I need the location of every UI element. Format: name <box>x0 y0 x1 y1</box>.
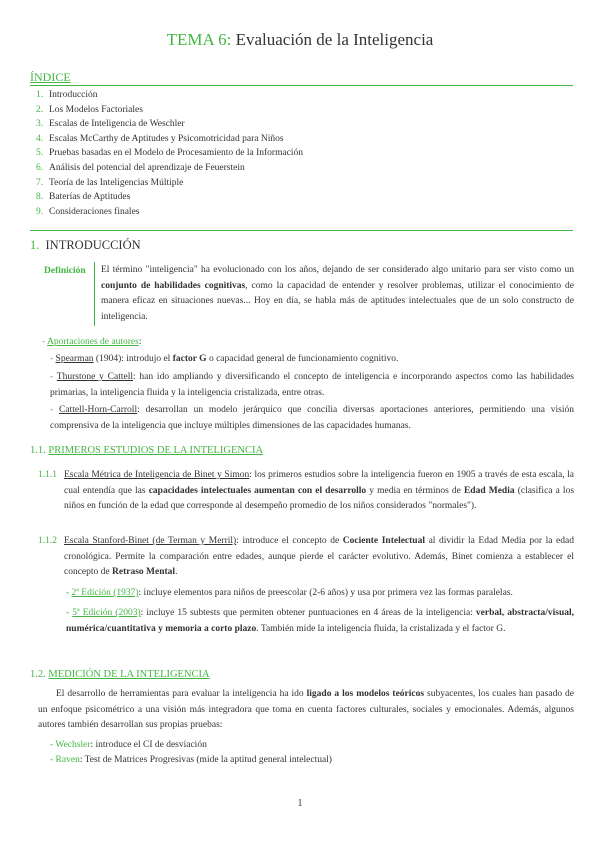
aportaciones-heading: - Aportaciones de autores: <box>42 337 142 347</box>
subsection-1-2-heading: 1.2. MEDICIÓN DE LA INTELIGENCIA <box>30 669 210 680</box>
toc-item <box>36 205 303 220</box>
toc-item-number: 7. <box>36 177 44 188</box>
toc-item <box>36 88 303 103</box>
definition-bar <box>94 262 95 326</box>
toc-item-label: Análisis del potencial del aprendizaje de Feuerstein <box>49 162 245 173</box>
toc-item <box>36 103 303 118</box>
item-1-1-1-text: Escala Métrica de Inteligencia de Binet y Simon: los primeros estudios sobre la inteligencia fueron en 1905 a través de esta escala, la cual entendía que las capacidades intelectuales aumentan con el desarrollo y media en términos de Edad Media (clasifica a los niños en función de la edad que corresponde al desempeño promedio de los niños considerados "normales"). <box>64 470 575 512</box>
title-text: Evaluación de la Inteligencia <box>235 30 434 49</box>
medicion-paragraph: El desarrollo de herramientas para evaluar la inteligencia ha ido ligado a los modelos teóricos subyacentes, los cuales han pasado de un enfoque psicométrico a una visión más integradora que toma en cuenta factores culturales, sociales y emocionales. Además, algunos autores también desarrollan sus propias pruebas: <box>38 689 574 731</box>
toc-item <box>36 190 303 205</box>
section-title: INTRODUCCIÓN <box>45 238 141 252</box>
item-1-1-1-number: 1.1.1 <box>38 470 57 480</box>
page-number: 1 <box>297 798 303 809</box>
toc-item <box>36 146 303 161</box>
toc-item-label: Teoría de las Inteligencias Múltiple <box>49 177 184 188</box>
page-title <box>0 30 600 50</box>
toc-item-label: Los Modelos Factoriales <box>49 104 143 115</box>
toc-item-label: Escalas McCarthy de Aptitudes y Psicomotricidad para Niños <box>49 133 284 144</box>
author-item-spearman: - Spearman (1904): introdujo el factor G o capacidad general de funcionamiento cognitivo. <box>50 354 399 364</box>
subsection-1-1-heading: 1.1. PRIMEROS ESTUDIOS DE LA INTELIGENCIA <box>30 445 264 456</box>
toc-item-label: Baterías de Aptitudes <box>49 192 131 203</box>
toc-item-label: Escalas de Inteligencia de Weschler <box>49 119 185 130</box>
toc-item-label: Consideraciones finales <box>49 206 140 217</box>
toc-item-number: 9. <box>36 206 44 217</box>
title-tema: TEMA 6: <box>166 30 232 49</box>
definition-label: Definición <box>44 266 86 276</box>
section-heading <box>30 238 141 253</box>
toc-item <box>36 132 303 147</box>
index-rule <box>30 85 573 86</box>
toc-item-label: Pruebas basadas en el Modelo de Procesamiento de la Información <box>49 148 304 159</box>
medicion-item-raven: - Raven: Test de Matrices Progresivas (mide la aptitud general intelectual) <box>50 755 332 765</box>
toc-item-number: 1. <box>36 90 44 100</box>
section-rule <box>30 230 573 231</box>
edition-item-2: - 2ª Edición (1937): incluye elementos para niños de preescolar (2-6 años) y usa por primera vez las formas paralelas. <box>66 588 513 598</box>
toc-item-label: Introducción <box>49 90 98 100</box>
author-item-thurstone: - Thurstone y Cattell: han ido ampliando y diversificando el concepto de inteligencia e incorporando aspectos como las habilidades primarias, la inteligencia fluida y la inteligencia cristalizada, entre otras. <box>50 372 574 398</box>
toc-item-number: 2. <box>36 104 44 115</box>
toc-item <box>36 176 303 191</box>
toc-item-number: 3. <box>36 119 44 130</box>
index-heading: ÍNDICE <box>30 70 71 84</box>
table-of-contents <box>36 88 303 219</box>
toc-item <box>36 117 303 132</box>
item-1-1-2-number: 1.1.2 <box>38 536 57 546</box>
section-number: 1. <box>30 238 40 252</box>
toc-item <box>36 161 303 176</box>
toc-item-number: 4. <box>36 133 44 144</box>
toc-item-number: 8. <box>36 192 44 203</box>
edition-item-5: - 5ª Edición (2003): incluye 15 subtests que permiten obtener puntuaciones en 4 áreas de la inteligencia: verbal, abstracta/visual, numérica/cuantitativa y memoria a corto plazo. También mide la inteligencia fluida, la cristalizada y el factor G. <box>66 608 574 634</box>
toc-item-number: 5. <box>36 148 44 159</box>
item-1-1-2-text: Escala Stanford-Binet (de Terman y Merril): introduce el concepto de Cociente Intelectual al dividir la Edad Media por la edad cronológica. Permite la comparación entre edades, aunque pierde el carácter evolutivo. Además, Binet comienza a establecer el concepto de Retraso Mental. <box>64 536 574 578</box>
author-item-chc: - Cattell-Horn-Carroll: desarrollan un modelo jerárquico que concilia diversas aportaciones anteriores, permitiendo una visión comprensiva de la inteligencia que incluye múltiples dimensiones de las capacidades humanas. <box>50 405 574 431</box>
medicion-item-wechsler: - Wechsler: introduce el CI de desviación <box>50 740 207 750</box>
definition-text: El término "inteligencia" ha evolucionado con los años, dejando de ser considerado algo unitario para ser visto como un conjunto de habilidades cognitivas, como la capacidad de entender y resolver problemas, utilizar el conocimiento de manera eficaz en situaciones nuevas... Hoy en día, se habla más de aptitudes intelectuales que de un solo constructo de inteligencia. <box>101 265 574 322</box>
toc-item-number: 6. <box>36 162 44 173</box>
